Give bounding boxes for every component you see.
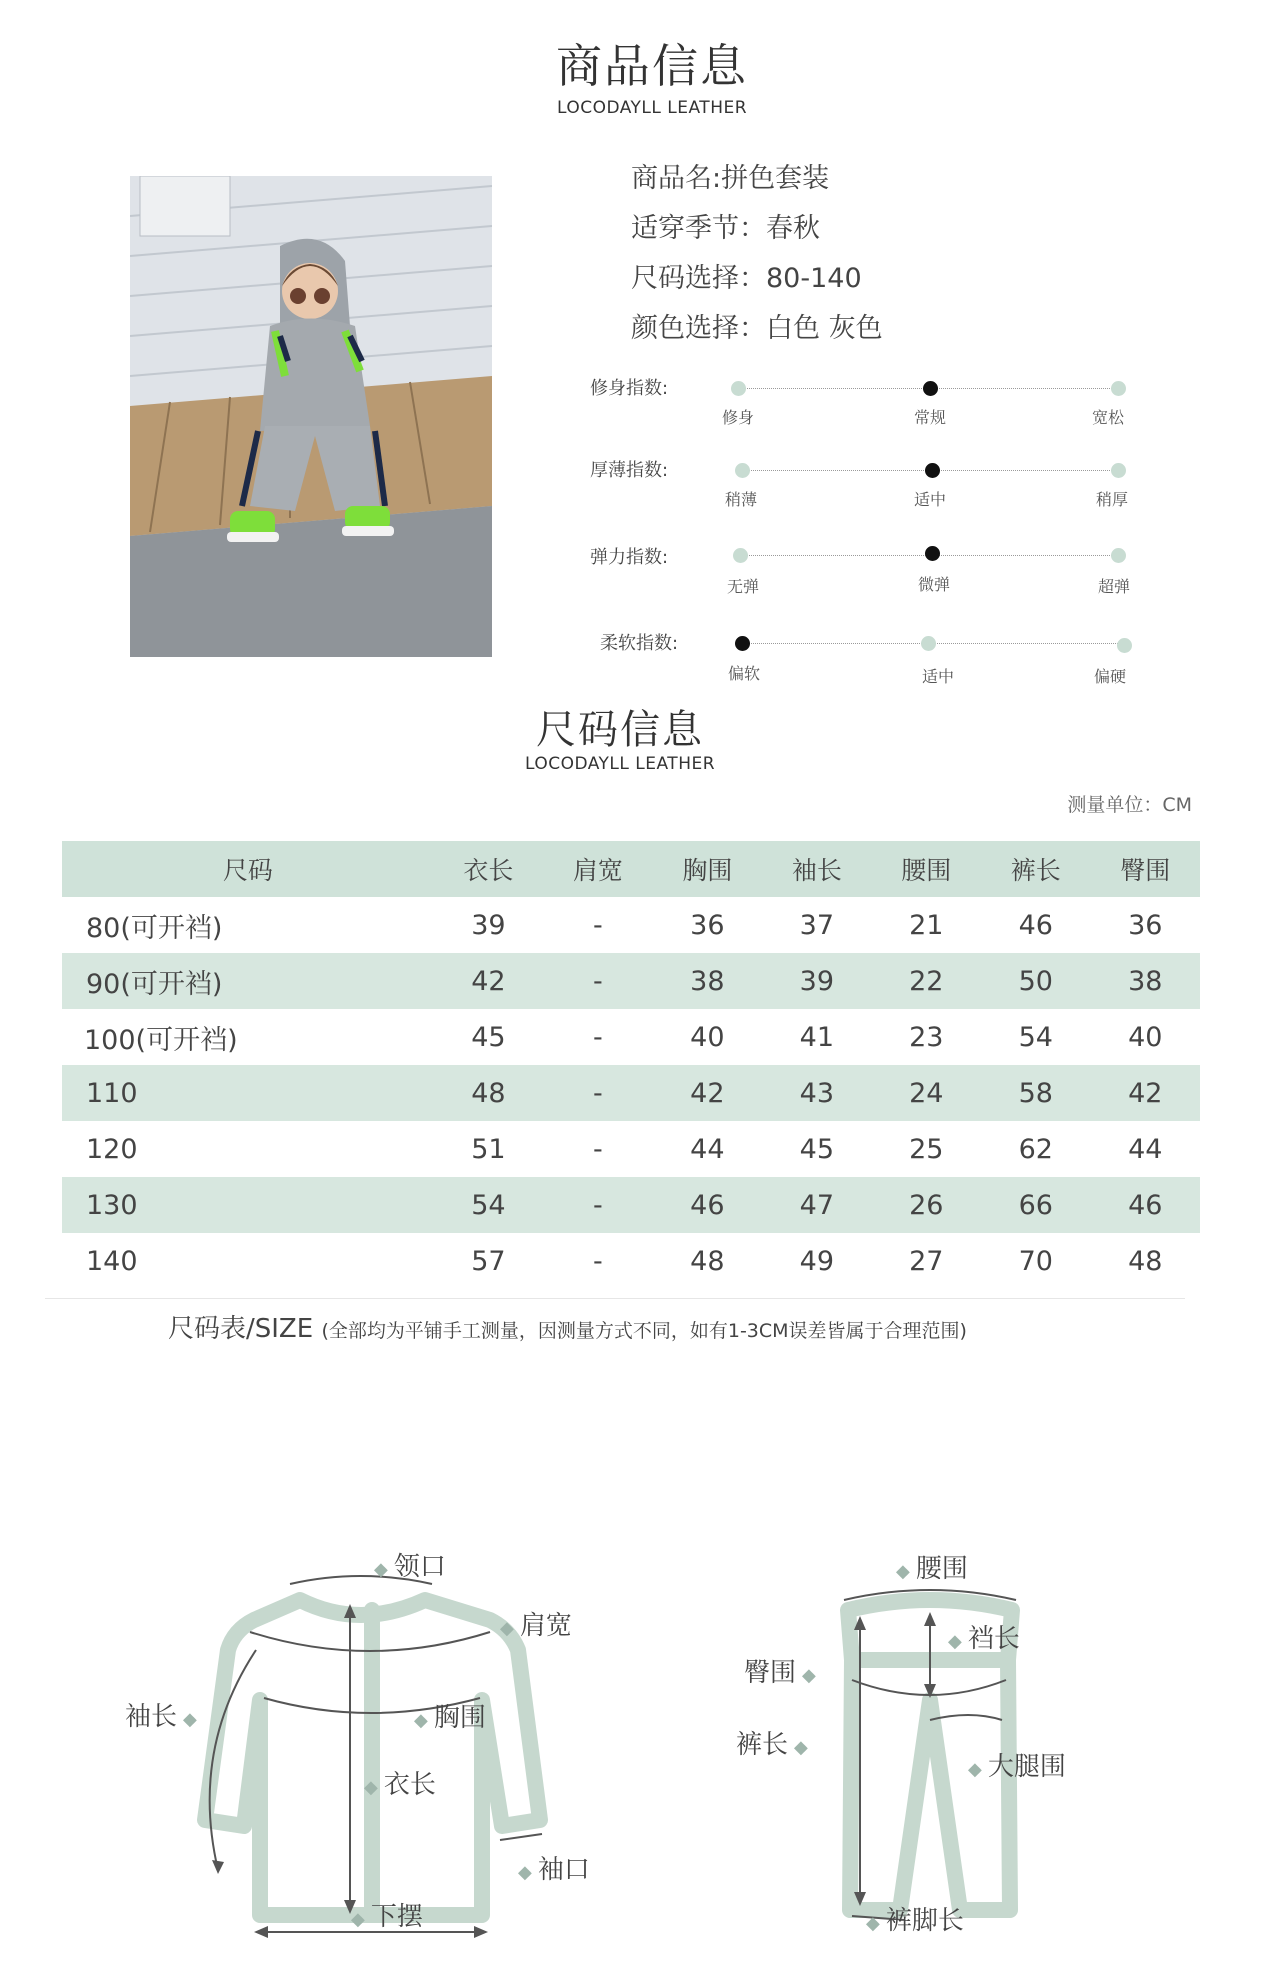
diamond-icon: ◆ bbox=[794, 1737, 808, 1758]
index-fit-opt-0: 修身 bbox=[721, 408, 754, 427]
table-cell: 40 bbox=[690, 1021, 725, 1053]
table-cell: 120 bbox=[86, 1133, 138, 1165]
size-note-detail: (全部均为平铺手工测量，因测量方式不同，如有1-3CM误差皆属于合理范围) bbox=[321, 1320, 967, 1342]
label-hem: ◆ 下摆 bbox=[351, 1902, 423, 1932]
table-cell: 62 bbox=[1018, 1133, 1053, 1165]
table-cell: 36 bbox=[690, 909, 725, 941]
index-softness-dot-2 bbox=[1117, 638, 1132, 653]
index-softness-opt-1: 适中 bbox=[921, 667, 954, 686]
table-cell: 42 bbox=[434, 953, 543, 1009]
table-cell: 80(可开裆) bbox=[86, 912, 223, 944]
product-photo bbox=[130, 176, 492, 657]
table-cell: 46 bbox=[1018, 909, 1053, 941]
table-cell: 27 bbox=[909, 1245, 944, 1277]
index-fit-opt-1: 常规 bbox=[913, 408, 946, 427]
table-cell: 66 bbox=[981, 1177, 1090, 1233]
header-chest: 胸围 bbox=[653, 841, 762, 897]
table-cell: 39 bbox=[762, 953, 871, 1009]
table-cell: 48 bbox=[690, 1245, 725, 1277]
table-cell: 50 bbox=[981, 953, 1090, 1009]
index-elasticity-dot-0 bbox=[733, 548, 748, 563]
label-length: ◆ 衣长 bbox=[364, 1770, 436, 1800]
table-cell: 100(可开裆) bbox=[84, 1024, 238, 1056]
diamond-icon: ◆ bbox=[896, 1561, 910, 1582]
table-cell: 51 bbox=[471, 1133, 506, 1165]
index-fit-dot-0 bbox=[731, 381, 746, 396]
diamond-icon: ◆ bbox=[364, 1777, 378, 1798]
index-softness-dot-0 bbox=[735, 636, 750, 651]
index-elasticity-dot-2 bbox=[1111, 548, 1126, 563]
table-cell: 38 bbox=[1091, 953, 1201, 1009]
index-elasticity-opt-2: 超弹 bbox=[1097, 577, 1130, 596]
product-season: 适穿季节：春秋 bbox=[631, 213, 820, 244]
diamond-icon: ◆ bbox=[183, 1709, 197, 1730]
table-cell: 47 bbox=[762, 1177, 871, 1233]
size-note-main: 尺码表/SIZE bbox=[168, 1314, 314, 1344]
label-collar: ◆ 领口 bbox=[374, 1552, 446, 1582]
table-cell: 70 bbox=[1018, 1245, 1053, 1277]
table-cell: 48 bbox=[434, 1065, 543, 1121]
table-cell: 23 bbox=[909, 1021, 944, 1053]
index-fit-dot-1 bbox=[923, 381, 938, 396]
index-thickness-label: 厚薄指数: bbox=[590, 460, 669, 481]
label-thigh: ◆ 大腿围 bbox=[968, 1752, 1066, 1782]
index-elasticity-label: 弹力指数: bbox=[590, 547, 669, 568]
header-size: 尺码 bbox=[62, 841, 434, 897]
table-cell: 140 bbox=[86, 1245, 138, 1277]
table-cell: 37 bbox=[799, 909, 834, 941]
index-thickness-dot-2 bbox=[1111, 463, 1126, 478]
header-shoulder: 肩宽 bbox=[543, 841, 652, 897]
table-cell: 46 bbox=[653, 1177, 762, 1233]
table-cell: 58 bbox=[981, 1065, 1090, 1121]
table-cell: 41 bbox=[799, 1021, 834, 1053]
size-note bbox=[168, 1308, 967, 1345]
table-cell: - bbox=[593, 909, 603, 941]
table-row bbox=[62, 1065, 1200, 1121]
table-cell: 39 bbox=[471, 909, 506, 941]
table-cell: 26 bbox=[872, 1177, 981, 1233]
label-leg-opening: ◆ 裤脚长 bbox=[866, 1906, 964, 1936]
header-waist: 腰围 bbox=[872, 841, 981, 897]
index-softness-label: 柔软指数: bbox=[600, 633, 679, 654]
table-cell: 110 bbox=[62, 1065, 434, 1121]
index-fit-label: 修身指数: bbox=[590, 378, 669, 399]
index-thickness-dot-1 bbox=[925, 463, 940, 478]
table-cell: 44 bbox=[690, 1133, 725, 1165]
table-cell: 24 bbox=[872, 1065, 981, 1121]
index-fit-dot-2 bbox=[1111, 381, 1126, 396]
size-table bbox=[62, 841, 1200, 1289]
header-pants-length: 裤长 bbox=[981, 841, 1090, 897]
label-waist: ◆ 腰围 bbox=[896, 1554, 968, 1584]
diamond-icon: ◆ bbox=[948, 1631, 962, 1652]
table-cell: - bbox=[543, 1065, 652, 1121]
label-crotch: ◆ 裆长 bbox=[948, 1624, 1020, 1654]
table-cell: 40 bbox=[1128, 1021, 1163, 1053]
table-cell: 25 bbox=[909, 1133, 944, 1165]
index-softness-opt-2: 偏硬 bbox=[1093, 667, 1126, 686]
table-row bbox=[62, 953, 1200, 1009]
table-cell: - bbox=[593, 1021, 603, 1053]
table-cell: 43 bbox=[762, 1065, 871, 1121]
diamond-icon: ◆ bbox=[500, 1618, 514, 1639]
index-elasticity-opt-0: 无弹 bbox=[726, 577, 759, 596]
index-elasticity-opt-1: 微弹 bbox=[917, 575, 950, 594]
table-cell: 130 bbox=[62, 1177, 434, 1233]
header-length: 衣长 bbox=[434, 841, 543, 897]
table-cell: 21 bbox=[909, 909, 944, 941]
table-cell: 57 bbox=[471, 1245, 506, 1277]
table-cell: - bbox=[543, 1177, 652, 1233]
table-cell: 45 bbox=[471, 1021, 506, 1053]
index-softness-dot-1 bbox=[921, 636, 936, 651]
table-cell: 42 bbox=[1091, 1065, 1201, 1121]
label-shoulder: ◆ 肩宽 bbox=[500, 1611, 572, 1641]
header-hip: 臀围 bbox=[1091, 841, 1201, 897]
divider bbox=[45, 1298, 1185, 1299]
table-cell: 48 bbox=[1128, 1245, 1163, 1277]
diamond-icon: ◆ bbox=[802, 1665, 816, 1686]
table-cell: 36 bbox=[1128, 909, 1163, 941]
table-cell: 54 bbox=[434, 1177, 543, 1233]
table-cell: 90(可开裆) bbox=[62, 953, 434, 1009]
size-info-title: 尺码信息 bbox=[536, 707, 704, 753]
header-sleeve: 袖长 bbox=[762, 841, 871, 897]
table-cell: 54 bbox=[1018, 1021, 1053, 1053]
table-cell: 49 bbox=[799, 1245, 834, 1277]
table-row bbox=[62, 897, 1200, 953]
table-cell: - bbox=[593, 1245, 603, 1277]
product-sizes: 尺码选择：80-140 bbox=[631, 263, 862, 294]
label-hip: 臀围 ◆ bbox=[744, 1658, 816, 1688]
diamond-icon: ◆ bbox=[866, 1913, 880, 1934]
table-row bbox=[62, 1009, 1200, 1065]
label-sleeve: 袖长 ◆ bbox=[125, 1702, 197, 1732]
product-info-title: 商品信息 bbox=[556, 39, 748, 93]
table-cell: - bbox=[543, 953, 652, 1009]
table-row bbox=[62, 1121, 1200, 1177]
index-thickness-opt-2: 稍厚 bbox=[1095, 490, 1128, 509]
measure-unit: 测量单位：CM bbox=[1067, 794, 1192, 816]
table-row bbox=[62, 1233, 1200, 1289]
index-softness-opt-0: 偏软 bbox=[727, 664, 760, 683]
index-thickness-opt-1: 适中 bbox=[913, 490, 946, 509]
table-cell: 46 bbox=[1091, 1177, 1201, 1233]
table-cell: 42 bbox=[653, 1065, 762, 1121]
product-info-subtitle: LOCODAYLL LEATHER bbox=[556, 98, 748, 118]
index-fit-opt-2: 宽松 bbox=[1091, 408, 1124, 427]
size-table-header bbox=[62, 841, 1200, 897]
table-cell: 38 bbox=[653, 953, 762, 1009]
size-info-subtitle: LOCODAYLL LEATHER bbox=[524, 754, 716, 774]
diamond-icon: ◆ bbox=[968, 1759, 982, 1780]
table-cell: - bbox=[593, 1133, 603, 1165]
index-thickness-opt-0: 稍薄 bbox=[724, 490, 757, 509]
table-cell: 22 bbox=[872, 953, 981, 1009]
table-cell: 44 bbox=[1128, 1133, 1163, 1165]
product-name: 商品名:拼色套装 bbox=[631, 163, 830, 194]
diamond-icon: ◆ bbox=[374, 1559, 388, 1580]
diamond-icon: ◆ bbox=[414, 1710, 428, 1731]
label-cuff: ◆ 袖口 bbox=[518, 1855, 590, 1885]
diamond-icon: ◆ bbox=[518, 1862, 532, 1883]
diamond-icon: ◆ bbox=[351, 1909, 365, 1930]
index-thickness-dot-0 bbox=[735, 463, 750, 478]
table-cell: 45 bbox=[799, 1133, 834, 1165]
child-tracksuit-illustration bbox=[130, 176, 492, 657]
index-elasticity-dot-1 bbox=[925, 546, 940, 561]
product-colors: 颜色选择：白色 灰色 bbox=[631, 313, 883, 344]
label-chest: ◆ 胸围 bbox=[414, 1703, 486, 1733]
label-pants-length: 裤长 ◆ bbox=[736, 1730, 808, 1760]
table-row bbox=[62, 1177, 1200, 1233]
